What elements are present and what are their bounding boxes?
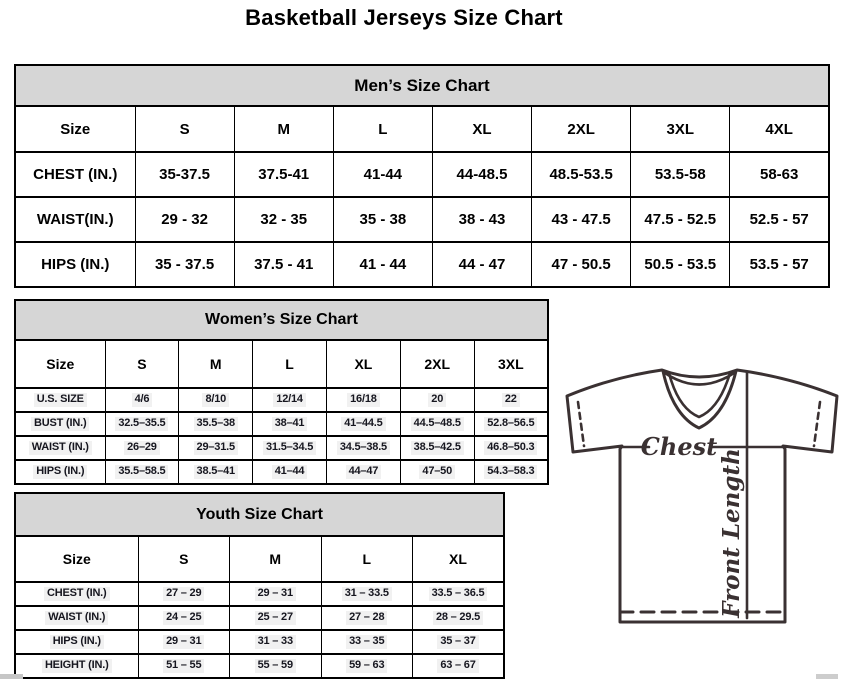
cell [105, 460, 179, 484]
cell-value: 29–31.5 [194, 441, 238, 455]
cell-value: 29 – 31 [163, 635, 204, 649]
column-header: 4XL [730, 106, 829, 152]
column-header: 2XL [400, 340, 474, 388]
row-label [15, 654, 138, 678]
table-title-row [15, 300, 548, 340]
cell: 53.5-58 [631, 152, 730, 197]
row-label [15, 630, 138, 654]
table-header-row [15, 536, 504, 582]
cell: 41-44 [333, 152, 432, 197]
cell-value: 54.3–58.3 [484, 465, 537, 479]
cell-value: 33.5 – 36.5 [429, 587, 488, 601]
row-label [15, 436, 105, 460]
cell-value: 35.5–58.5 [115, 465, 168, 479]
front-length-label: Front Length [718, 448, 745, 618]
table-row [15, 197, 829, 242]
cell-value: 63 – 67 [437, 659, 478, 673]
cell-value: 31.5–34.5 [263, 441, 316, 455]
table-header-row [15, 340, 548, 388]
cell [474, 460, 548, 484]
cell: 35 - 37.5 [135, 242, 234, 287]
cell-value: 33 – 35 [346, 635, 387, 649]
cell-value: 31 – 33.5 [342, 587, 392, 601]
cell [413, 582, 505, 606]
cell: 52.5 - 57 [730, 197, 829, 242]
cell-value: 35 – 37 [437, 635, 478, 649]
row-label: WAIST(IN.) [15, 197, 135, 242]
cell-value: 16/18 [347, 393, 380, 407]
cell [138, 606, 230, 630]
column-header: S [135, 106, 234, 152]
row-label: HIPS (IN.) [15, 242, 135, 287]
cell [138, 654, 230, 678]
cell [230, 654, 322, 678]
cell-value: 26–29 [124, 441, 160, 455]
table-row [15, 412, 548, 436]
cell-value: 12/14 [273, 393, 306, 407]
cell [253, 460, 327, 484]
cell-value: 28 – 29.5 [433, 611, 483, 625]
cell-value: 41–44 [272, 465, 308, 479]
table-row [15, 460, 548, 484]
table-title-row [15, 493, 504, 536]
cell [179, 412, 253, 436]
cell: 58-63 [730, 152, 829, 197]
column-header: 3XL [631, 106, 730, 152]
cell: 43 - 47.5 [532, 197, 631, 242]
cell [179, 436, 253, 460]
cell-value: 41–44.5 [341, 417, 385, 431]
jersey-measurement-diagram [558, 356, 840, 638]
cell-value: 32.5–35.5 [115, 417, 168, 431]
column-header: L [253, 340, 327, 388]
cell [474, 388, 548, 412]
cell-value: 22 [502, 393, 520, 407]
row-label [15, 582, 138, 606]
cell: 35 - 38 [333, 197, 432, 242]
cell-value: 52.8–56.5 [484, 417, 537, 431]
table-row [15, 388, 548, 412]
table-row [15, 152, 829, 197]
cell: 38 - 43 [432, 197, 531, 242]
womens-size-chart-table [14, 299, 549, 485]
cell: 37.5 - 41 [234, 242, 333, 287]
cell [321, 654, 413, 678]
column-header: L [321, 536, 413, 582]
row-label [15, 388, 105, 412]
cell-value: 8/10 [202, 393, 229, 407]
cell: 50.5 - 53.5 [631, 242, 730, 287]
cell: 37.5-41 [234, 152, 333, 197]
cell [326, 460, 400, 484]
table-title-row [15, 65, 829, 106]
cell [413, 654, 505, 678]
cell: 32 - 35 [234, 197, 333, 242]
cell: 48.5-53.5 [532, 152, 631, 197]
cell [413, 630, 505, 654]
column-header: Size [15, 536, 138, 582]
cell [105, 388, 179, 412]
chest-label: Chest [640, 432, 718, 461]
cell-value: 38–41 [272, 417, 308, 431]
cell-value: 38.5–41 [194, 465, 238, 479]
cell [105, 412, 179, 436]
jersey-diagram-icon [558, 356, 840, 638]
mens-table-title: Men’s Size Chart [15, 65, 829, 106]
cell [253, 388, 327, 412]
row-label-text: BUST (IN.) [31, 417, 89, 431]
column-header: L [333, 106, 432, 152]
cell [230, 606, 322, 630]
cell: 44 - 47 [432, 242, 531, 287]
cell: 53.5 - 57 [730, 242, 829, 287]
page-title: Basketball Jerseys Size Chart [245, 5, 563, 30]
row-label-text: HIPS (IN.) [50, 635, 104, 649]
column-header: M [179, 340, 253, 388]
cell-value: 29 – 31 [255, 587, 296, 601]
table-row [15, 654, 504, 678]
row-label [15, 412, 105, 436]
cell-value: 47–50 [419, 465, 455, 479]
cell [400, 460, 474, 484]
column-header: M [234, 106, 333, 152]
cell-value: 27 – 28 [346, 611, 387, 625]
cell-value: 31 – 33 [255, 635, 296, 649]
bottom-right-fragment [816, 674, 838, 679]
row-label-text: WAIST (IN.) [29, 441, 92, 455]
row-label: CHEST (IN.) [15, 152, 135, 197]
cell [400, 388, 474, 412]
table-row [15, 630, 504, 654]
row-label-text: HIPS (IN.) [33, 465, 87, 479]
table-row [15, 242, 829, 287]
column-header: 2XL [532, 106, 631, 152]
cell-value: 55 – 59 [255, 659, 296, 673]
cell-value: 27 – 29 [163, 587, 204, 601]
cell: 35-37.5 [135, 152, 234, 197]
row-label-text: U.S. SIZE [34, 393, 87, 407]
mens-size-chart-table [14, 64, 830, 288]
cell [413, 606, 505, 630]
column-header: Size [15, 106, 135, 152]
cell-value: 44.5–48.5 [411, 417, 464, 431]
cell [230, 582, 322, 606]
cell-value: 4/6 [132, 393, 153, 407]
table-row [15, 606, 504, 630]
table-row [15, 582, 504, 606]
cell [138, 630, 230, 654]
column-header: XL [326, 340, 400, 388]
cell-value: 46.8–50.3 [484, 441, 537, 455]
table-row [15, 436, 548, 460]
column-header: S [138, 536, 230, 582]
cell-value: 25 – 27 [255, 611, 296, 625]
cell [321, 630, 413, 654]
row-label-text: CHEST (IN.) [44, 587, 110, 601]
row-label [15, 606, 138, 630]
cell [253, 412, 327, 436]
cell [179, 388, 253, 412]
cell-value: 20 [428, 393, 446, 407]
cell [253, 436, 327, 460]
cell [400, 436, 474, 460]
cell [326, 436, 400, 460]
cell-value: 44–47 [346, 465, 382, 479]
bottom-left-fragment [0, 674, 23, 679]
cell [326, 412, 400, 436]
cell-value: 35.5–38 [194, 417, 238, 431]
cell-value: 51 – 55 [163, 659, 204, 673]
cell [326, 388, 400, 412]
cell [105, 436, 179, 460]
cell: 29 - 32 [135, 197, 234, 242]
column-header: 3XL [474, 340, 548, 388]
table-header-row [15, 106, 829, 152]
cell: 41 - 44 [333, 242, 432, 287]
column-header: Size [15, 340, 105, 388]
cell [230, 630, 322, 654]
column-header: XL [413, 536, 505, 582]
column-header: XL [432, 106, 531, 152]
youth-table-title: Youth Size Chart [15, 493, 504, 536]
row-label-text: WAIST (IN.) [45, 611, 108, 625]
row-label [15, 460, 105, 484]
cell [321, 582, 413, 606]
youth-size-chart-table [14, 492, 505, 679]
womens-table-title: Women’s Size Chart [15, 300, 548, 340]
row-label-text: HEIGHT (IN.) [42, 659, 112, 673]
cell: 47 - 50.5 [532, 242, 631, 287]
column-header: M [230, 536, 322, 582]
cell [474, 412, 548, 436]
cell-value: 24 – 25 [163, 611, 204, 625]
column-header: S [105, 340, 179, 388]
cell-value: 38.5–42.5 [411, 441, 464, 455]
cell [400, 412, 474, 436]
cell: 44-48.5 [432, 152, 531, 197]
cell-value: 34.5–38.5 [337, 441, 390, 455]
cell [474, 436, 548, 460]
cell [321, 606, 413, 630]
cell: 47.5 - 52.5 [631, 197, 730, 242]
cell [138, 582, 230, 606]
cell-value: 59 – 63 [346, 659, 387, 673]
cell [179, 460, 253, 484]
